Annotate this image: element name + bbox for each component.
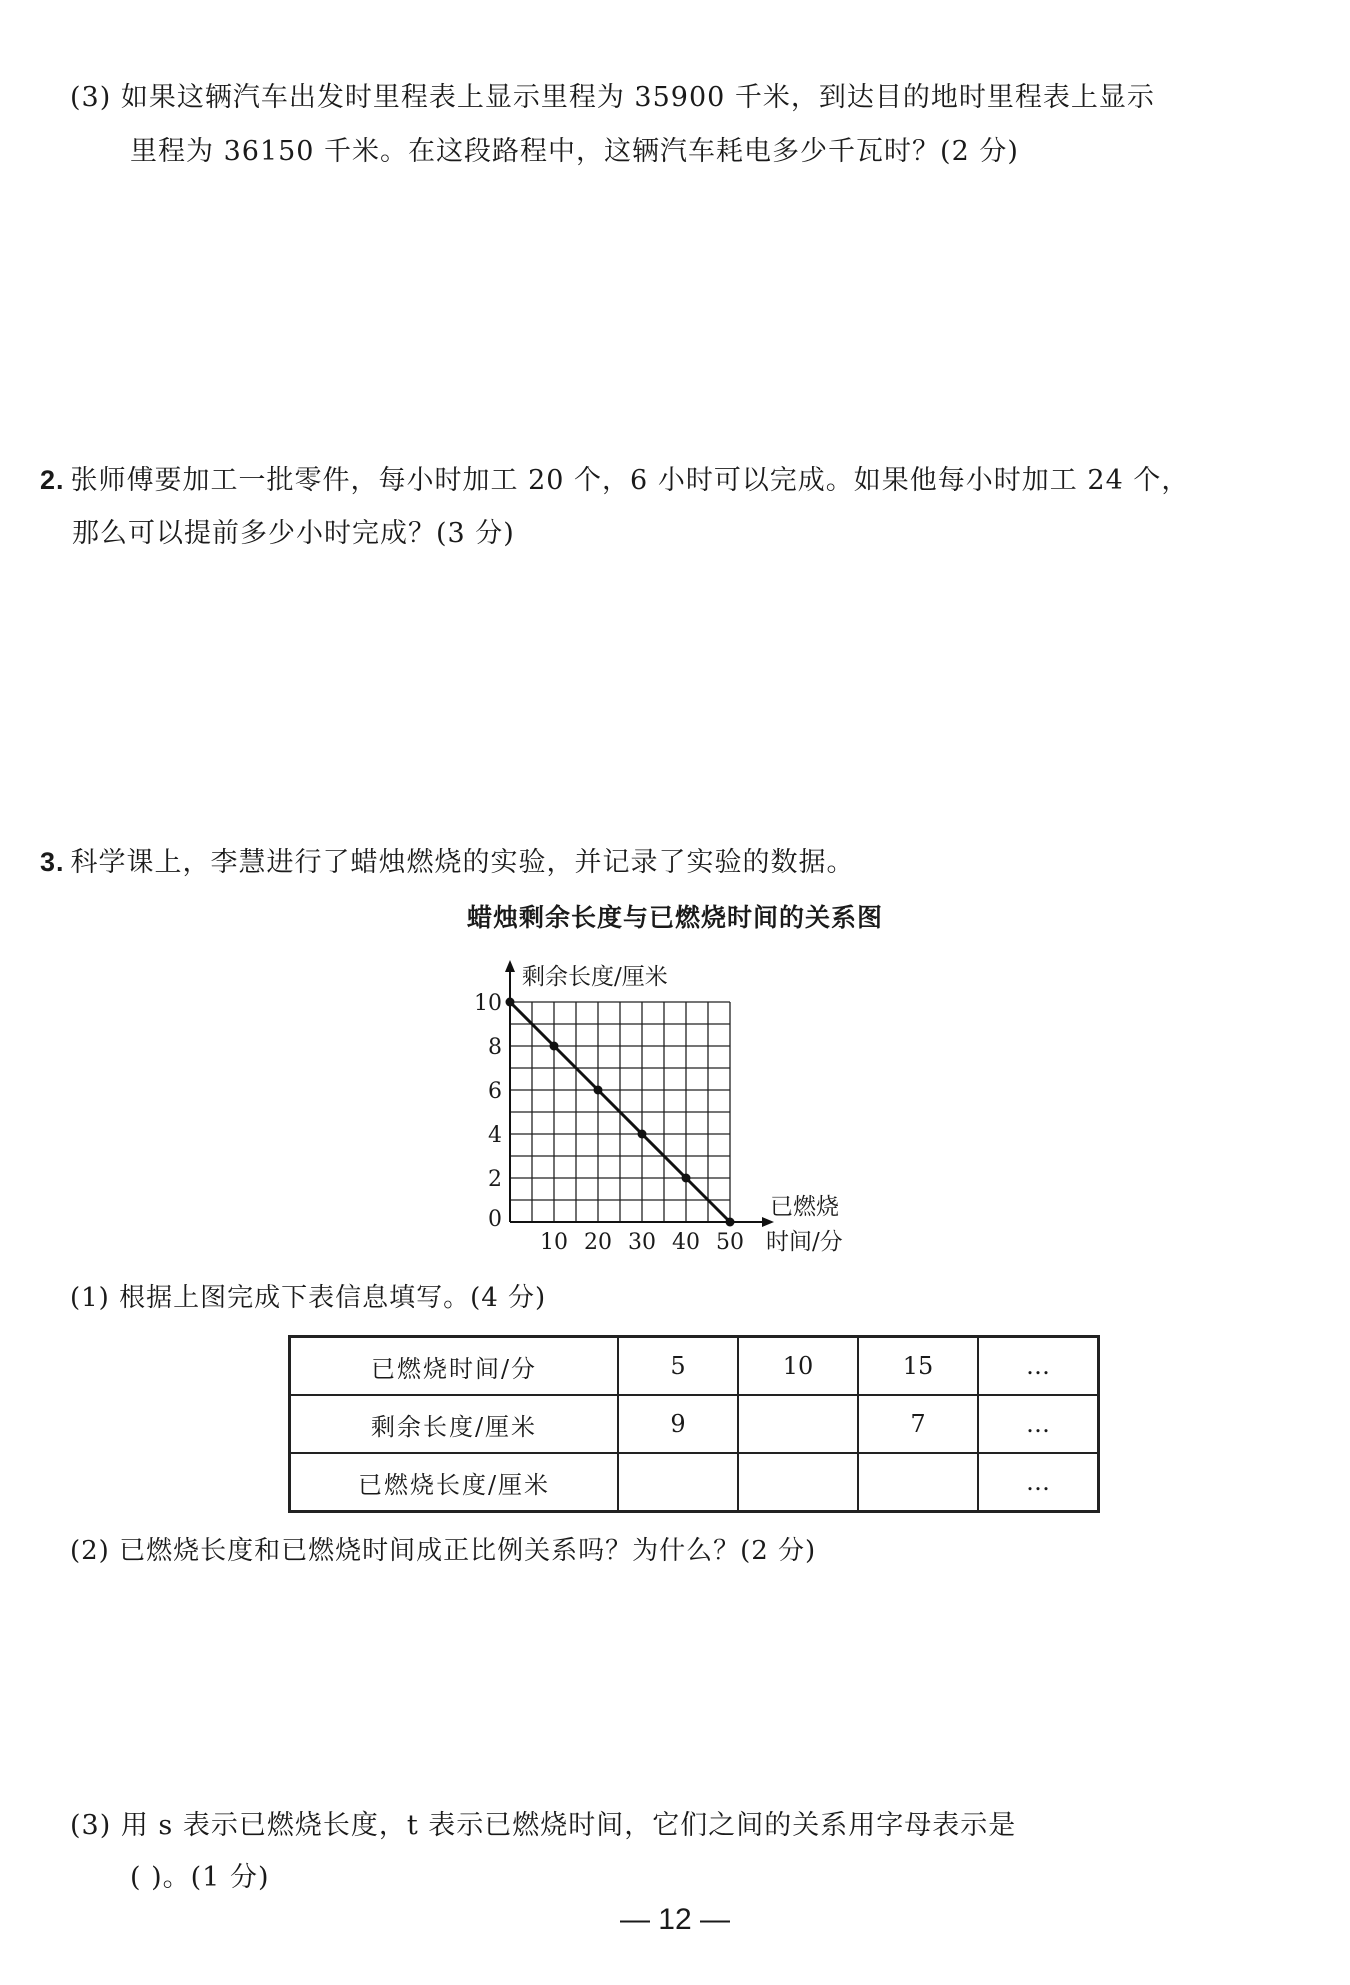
y-axis-arrow-icon	[505, 960, 515, 972]
table-cell[interactable]	[738, 1395, 858, 1453]
y-tick-label: 0	[488, 1207, 502, 1232]
data-point	[682, 1174, 691, 1183]
table-cell: …	[978, 1395, 1099, 1453]
table-cell: 9	[618, 1395, 738, 1453]
chart-title: 蜡烛剩余长度与已燃烧时间的关系图	[466, 903, 883, 932]
question-3-part-3-line-1: (3) 用 s 表示已燃烧长度，t 表示已燃烧时间，它们之间的关系用字母表示是	[70, 1810, 1017, 1841]
table-cell: …	[978, 1453, 1099, 1512]
table-row-header: 已燃烧长度/厘米	[290, 1453, 619, 1512]
x-axis-label-line-1: 已燃烧	[770, 1194, 839, 1220]
table-cell[interactable]	[738, 1453, 858, 1512]
question-3-text: 科学课上，李慧进行了蜡烛燃烧的实验，并记录了实验的数据。	[70, 847, 855, 878]
y-axis-label: 剩余长度/厘米	[522, 964, 668, 990]
x-tick-label: 40	[672, 1230, 700, 1255]
x-tick-label: 20	[584, 1230, 612, 1255]
chart-axes	[505, 960, 774, 1227]
question-3-part-2: (2) 已燃烧长度和已燃烧时间成正比例关系吗？为什么？(2 分)	[70, 1536, 817, 1566]
data-point	[550, 1042, 559, 1051]
question-3-intro	[40, 844, 855, 881]
question-2-line-1	[40, 462, 1189, 499]
x-tick-label: 30	[628, 1230, 656, 1255]
table-cell: 15	[858, 1337, 978, 1396]
table-cell: 7	[858, 1395, 978, 1453]
table-cell: 10	[738, 1337, 858, 1396]
page-number: — 12 —	[619, 1903, 731, 1936]
y-tick-label: 8	[488, 1035, 502, 1060]
y-tick-label: 2	[488, 1167, 502, 1192]
candle-data-table	[288, 1335, 1100, 1513]
y-tick-label: 6	[488, 1079, 502, 1104]
question-3-part-1: (1) 根据上图完成下表信息填写。(4 分)	[70, 1283, 547, 1313]
question-1-3-line-1: (3) 如果这辆汽车出发时里程表上显示里程为 35900 千米，到达目的地时里程表上显示	[70, 82, 1155, 113]
table-cell: …	[978, 1337, 1099, 1396]
question-2-text: 张师傅要加工一批零件，每小时加工 20 个，6 小时可以完成。如果他每小时加工 24 个，	[70, 465, 1190, 496]
table-cell: 5	[618, 1337, 738, 1396]
question-1-3-line-2: 里程为 36150 千米。在这段路程中，这辆汽车耗电多少千瓦时？(2 分)	[130, 136, 1019, 167]
table-row-header: 剩余长度/厘米	[290, 1395, 619, 1453]
data-point	[638, 1130, 647, 1139]
table-cell[interactable]	[618, 1453, 738, 1512]
question-3-number: 3.	[40, 847, 65, 877]
question-2-number: 2.	[40, 465, 65, 495]
table-row-header: 已燃烧时间/分	[290, 1337, 619, 1396]
candle-chart	[440, 950, 860, 1260]
data-point	[506, 998, 515, 1007]
table-row	[290, 1395, 1099, 1453]
data-point	[726, 1218, 735, 1227]
x-tick-label: 50	[716, 1230, 744, 1255]
table-row	[290, 1453, 1099, 1512]
y-tick-label: 10	[474, 991, 502, 1016]
chart-labels	[474, 964, 843, 1255]
question-2-line-2: 那么可以提前多少小时完成？(3 分)	[72, 518, 515, 549]
y-tick-label: 4	[488, 1123, 502, 1148]
table-row	[290, 1337, 1099, 1396]
x-tick-label: 10	[540, 1230, 568, 1255]
table-cell[interactable]	[858, 1453, 978, 1512]
question-3-part-3-line-2: ( )。(1 分)	[130, 1862, 270, 1893]
x-axis-label-line-2: 时间/分	[766, 1229, 843, 1255]
data-point	[594, 1086, 603, 1095]
